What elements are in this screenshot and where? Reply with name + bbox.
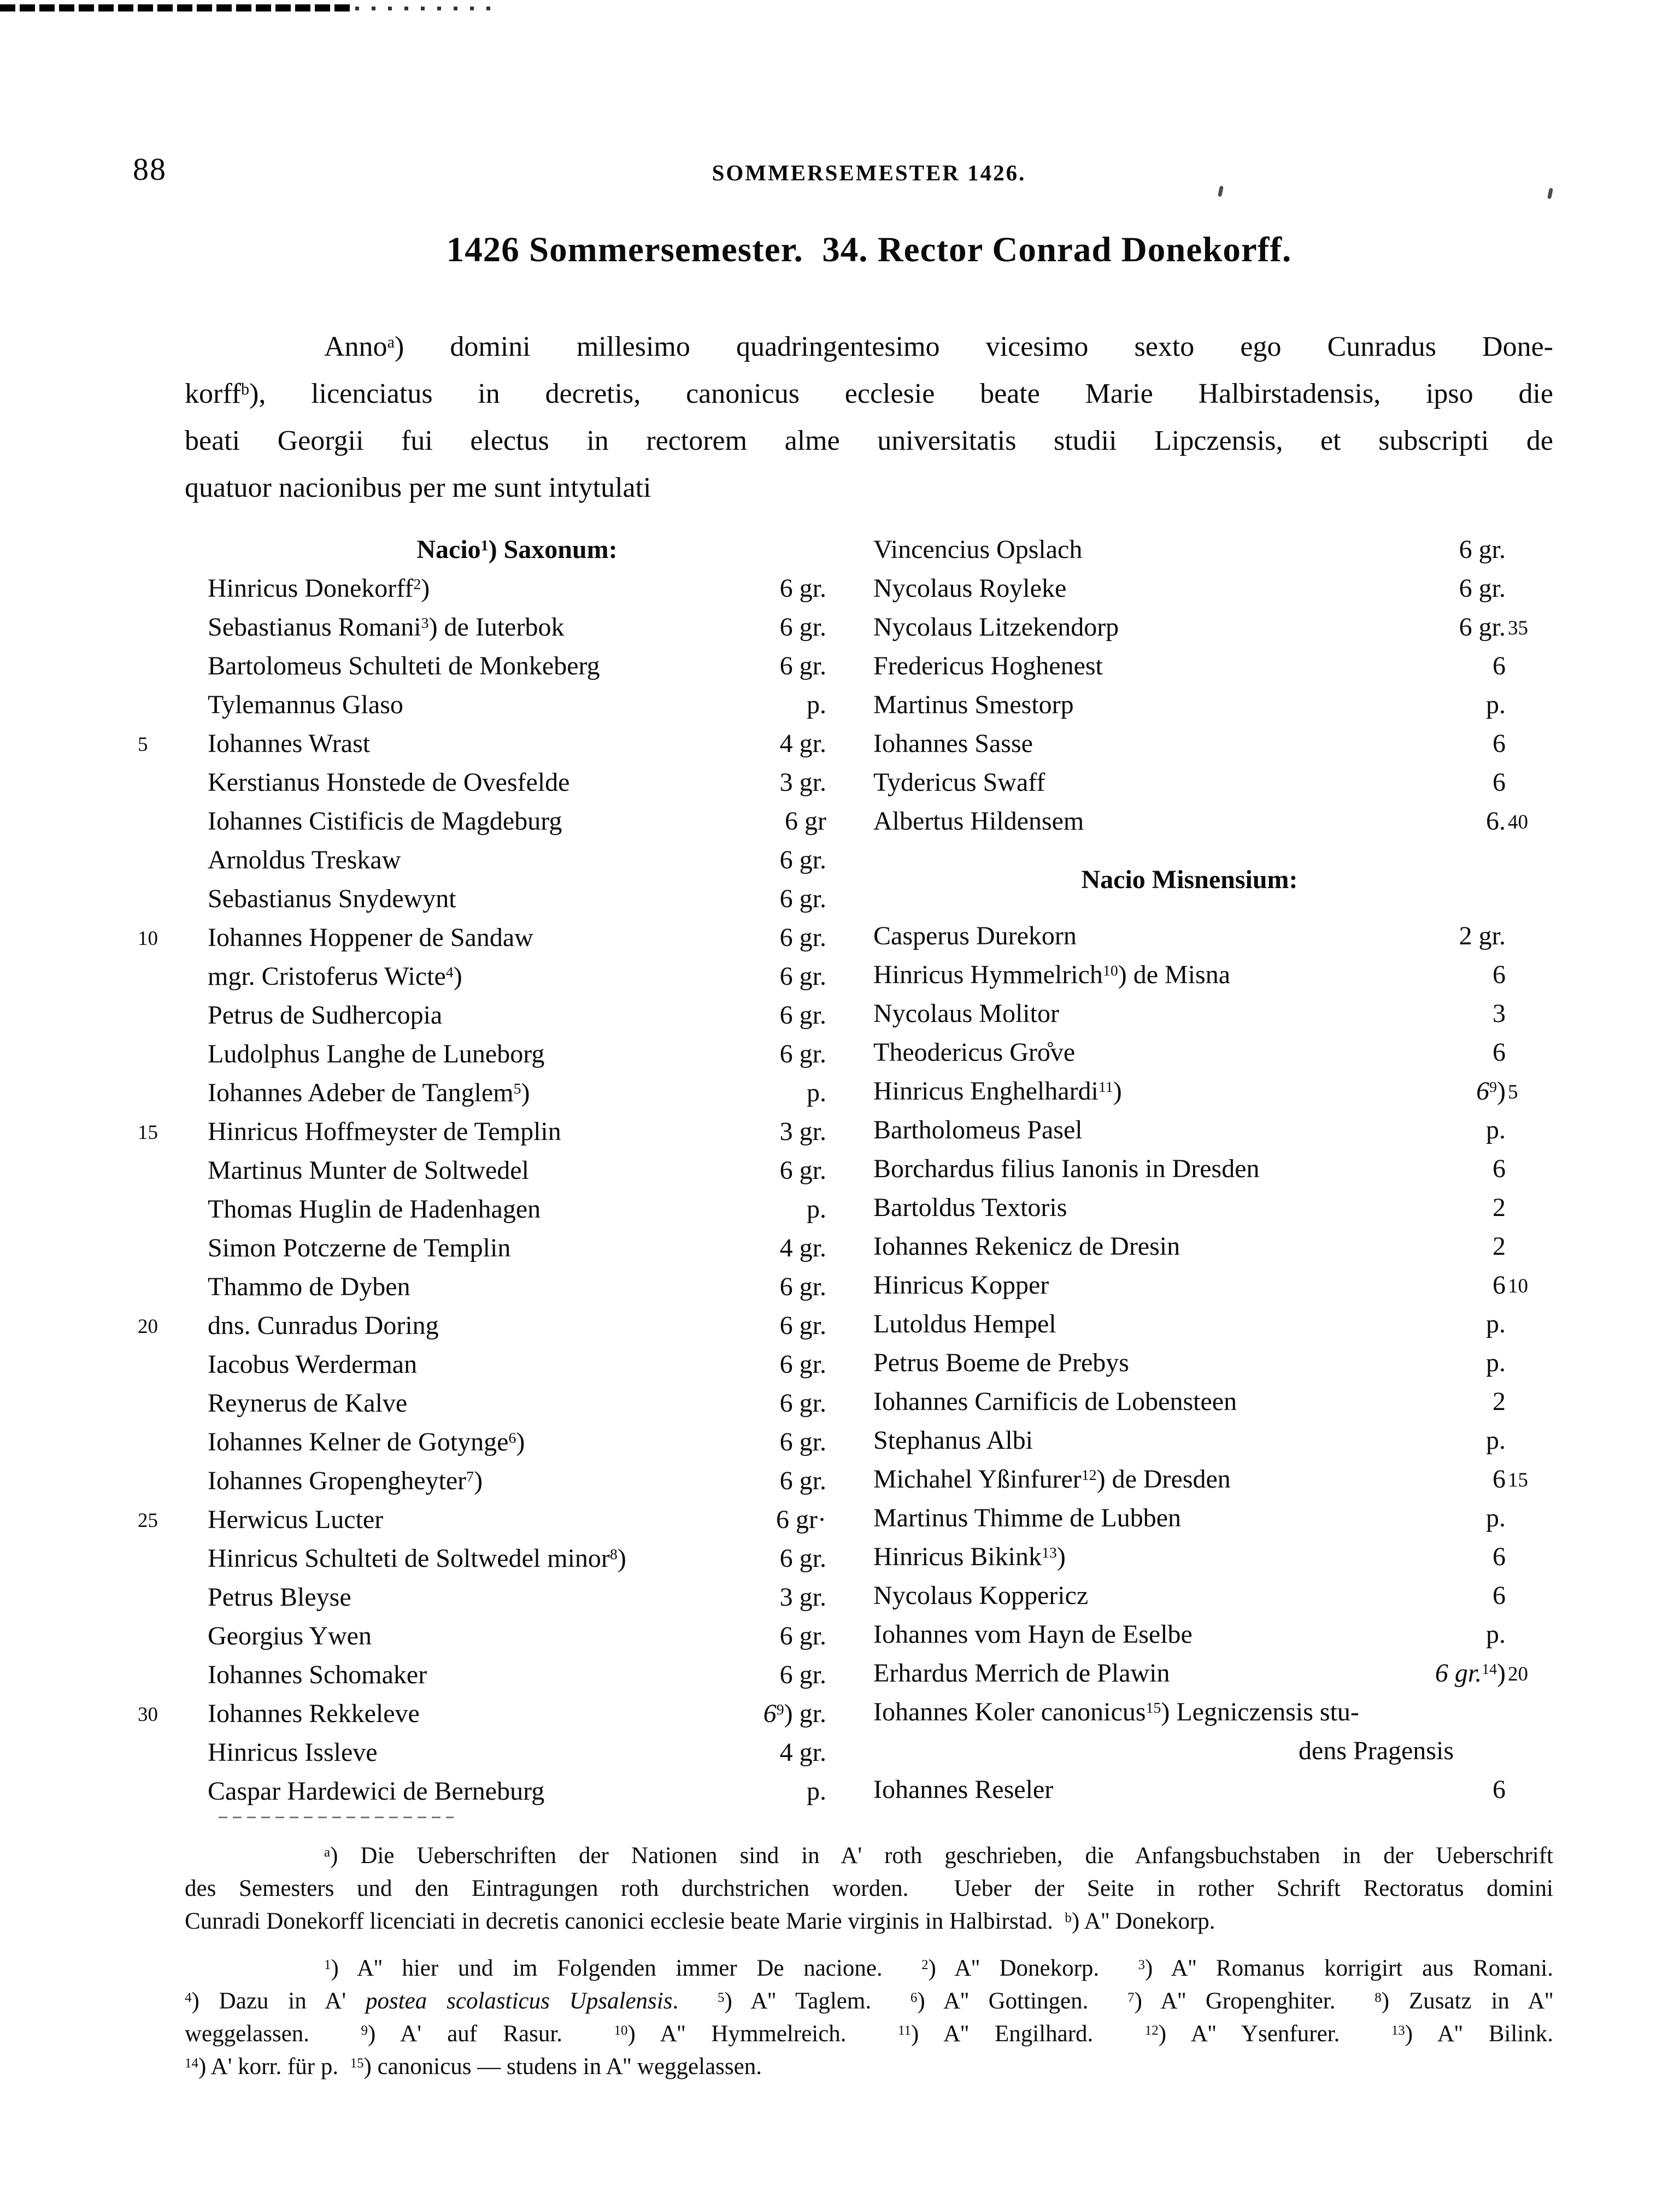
entry-fee: 6 xyxy=(1493,1154,1506,1183)
register-entry xyxy=(873,955,1506,994)
register-entry xyxy=(138,1694,826,1733)
entry-name: Martinus Munter de Soltwedel xyxy=(208,1156,529,1185)
entry-name: Iohannes Wrast xyxy=(208,729,371,758)
entry-name: Iohannes Hoppener de Sandaw xyxy=(208,923,533,952)
register-entry xyxy=(873,530,1506,569)
register-entry xyxy=(208,608,826,647)
entry-fee: 4 gr. xyxy=(779,1233,826,1262)
register-entry xyxy=(138,1306,826,1345)
entry-fee: 6. xyxy=(1486,807,1506,836)
entry-fee: 6 xyxy=(1493,1542,1506,1571)
entry-name: Thomas Huglin de Hadenhagen xyxy=(208,1195,541,1224)
entry-fee: 6 gr. xyxy=(779,1311,826,1340)
entry-name: Iohannes Kelner de Gotynge$^6$) xyxy=(208,1427,525,1456)
register-entry xyxy=(873,763,1506,802)
entry-name: Nycolaus Litzekendorp xyxy=(873,613,1119,642)
register-entry xyxy=(873,1343,1506,1382)
entry-name: Kerstianus Honstede de Ovesfelde xyxy=(208,768,570,797)
register-entry xyxy=(873,1111,1506,1149)
entry-name: Hinricus Issleve xyxy=(208,1738,378,1767)
entry-fee: 6 gr. xyxy=(779,1544,826,1573)
entry-fee: 6 gr. xyxy=(779,884,826,913)
entry-fee: 6 gr. xyxy=(779,845,826,874)
register-entry xyxy=(873,1382,1506,1421)
footnote-line: des Semesters und den Eintragungen roth durchstrichen worden. Ueber der Seite in rother Schrift Rectoratus domini xyxy=(185,1876,1553,1901)
register-entry xyxy=(138,1112,826,1151)
register-entry xyxy=(208,1461,826,1500)
entry-name: Iohannes Adeber de Tanglem$^5$) xyxy=(208,1078,530,1107)
right-margin-line-number: 20 xyxy=(1508,1663,1528,1685)
entry-name: Tylemannus Glaso xyxy=(208,690,403,719)
entry-name: Iohannes Koler canonicus$^{15}$) Legniczensis stu- xyxy=(873,1697,1359,1726)
register-entry xyxy=(208,802,826,841)
register-entry xyxy=(873,1576,1506,1615)
entry-name: Iacobus Werderman xyxy=(208,1350,418,1379)
entry-name: Simon Potczerne de Templin xyxy=(208,1233,511,1262)
entry-name: Petrus Boeme de Prebys xyxy=(873,1348,1129,1377)
register-entry xyxy=(208,996,826,1035)
register-entry xyxy=(208,1617,826,1655)
register-entry xyxy=(873,647,1506,685)
footnote-line: $^{14}$) A' korr. für p. $^{15}$) canonicus — studens in A'' weggelassen. xyxy=(185,2054,762,2079)
footnote-line: $^a$) Die Ueberschriften der Nationen sind in A' roth geschrieben, die Anfangsbuchstaben in der Ueberschrift xyxy=(324,1843,1553,1869)
entry-name: dens Pragensis xyxy=(1299,1736,1454,1765)
entry-fee: 6 gr. xyxy=(779,962,826,991)
entry-fee: 2 xyxy=(1493,1387,1506,1416)
register-entry xyxy=(873,1537,1506,1576)
register-entry xyxy=(873,1149,1506,1188)
entry-fee: 6 gr. xyxy=(779,1272,826,1301)
entry-name: Hinricus Enghelhardi$^{11}$) xyxy=(873,1077,1122,1106)
entry-name: mgr. Cristoferus Wicte$^4$) xyxy=(208,962,462,991)
register-entry xyxy=(873,1615,1506,1654)
entry-name: Hinricus Hoffmeyster de Templin xyxy=(208,1117,561,1146)
entry-fee: p. xyxy=(1486,690,1506,719)
register-entry xyxy=(873,1499,1506,1537)
register-entry xyxy=(208,763,826,802)
register-entry xyxy=(873,1460,1528,1499)
entry-fee: 6 gr. xyxy=(779,1660,826,1689)
right-margin-line-number: 5 xyxy=(1508,1081,1518,1103)
register-entry xyxy=(208,1229,826,1267)
footnote-line: $^4$) Dazu in A' postea scolasticus Upsalensis. $^5$) A'' Taglem. $^6$) A'' Gottingen. $^7$) A'' Gropenghiter. $^8$) Zusatz in A'' xyxy=(185,1988,1554,2014)
register-entry xyxy=(873,1266,1528,1305)
entry-fee: 6 xyxy=(1493,729,1506,758)
entry-fee: 6 xyxy=(1493,1271,1506,1300)
left-register-column xyxy=(138,530,826,1811)
left-margin-line-number: 5 xyxy=(138,733,148,756)
register-entry xyxy=(873,916,1506,955)
entry-name: Herwicus Lucter xyxy=(208,1505,384,1534)
entry-name: Michahel Yßinfurer$^{12}$) de Dresden xyxy=(873,1465,1231,1494)
entry-fee: p. xyxy=(1486,1620,1506,1649)
left-margin-line-number: 30 xyxy=(138,1703,158,1726)
entry-fee: 6 gr. xyxy=(779,1350,826,1379)
intro-paragraph xyxy=(185,324,1553,512)
register-entry xyxy=(873,1654,1528,1693)
footnote-line: weggelassen. $^9$) A' auf Rasur. $^{10}$) A'' Hymmelreich. $^{11}$) A'' Engilhard. $^{12}$) A'' Ysenfurer. $^{13}$) A'' Bilink. xyxy=(185,2021,1553,2047)
register-entry xyxy=(873,1770,1506,1809)
register-entry xyxy=(208,957,826,996)
register-entry xyxy=(208,1423,826,1461)
right-margin-line-number: 40 xyxy=(1508,811,1528,833)
entry-fee: 6 gr. xyxy=(779,1039,826,1068)
register-entry xyxy=(873,1072,1518,1111)
register-entry xyxy=(208,841,826,879)
page-number: 88 xyxy=(133,151,167,187)
register-entry xyxy=(873,685,1506,724)
register-entry xyxy=(208,1578,826,1617)
entry-fee: 6 xyxy=(1493,1038,1506,1067)
register-entry xyxy=(208,1655,826,1694)
entry-name: Theodericus Gro̊ve xyxy=(873,1038,1076,1067)
entry-name: Nycolaus Royleke xyxy=(873,574,1067,603)
entry-fee: 3 xyxy=(1493,999,1506,1028)
register-entry xyxy=(873,608,1528,647)
entry-fee: 6 gr. xyxy=(1459,574,1506,603)
entry-fee: 6 gr. xyxy=(779,923,826,952)
entry-name: Fredericus Hoghenest xyxy=(873,651,1103,680)
entry-name: Stephanus Albi xyxy=(873,1426,1033,1455)
entry-name: Iohannes Rekkeleve xyxy=(208,1699,420,1728)
entry-name: Arnoldus Treskaw xyxy=(208,845,401,874)
entry-name: Erhardus Merrich de Plawin xyxy=(873,1659,1170,1688)
entry-fee: 6 gr. xyxy=(779,651,826,680)
entry-fee: 6 xyxy=(1493,1775,1506,1804)
register-entry xyxy=(208,1190,826,1229)
entry-name: Borchardus filius Ianonis in Dresden xyxy=(873,1154,1260,1183)
entry-name: Casperus Durekorn xyxy=(873,921,1077,950)
left-margin-line-number: 25 xyxy=(138,1509,158,1532)
intro-line: Anno$^a$) domini millesimo quadringentesimo vicesimo sexto ego Cunradus Done- xyxy=(324,331,1553,362)
right-margin-line-number: 15 xyxy=(1508,1469,1528,1491)
entry-fee: 6 gr. xyxy=(779,1466,826,1495)
entry-name: Iohannes Gropengheyter$^7$) xyxy=(208,1466,483,1495)
entry-fee: 6 gr. xyxy=(1459,535,1506,564)
entry-fee: 2 xyxy=(1493,1193,1506,1222)
entry-name: Reynerus de Kalve xyxy=(208,1389,408,1418)
left-margin-line-number: 10 xyxy=(138,927,158,950)
entry-name: dns. Cunradus Doring xyxy=(208,1311,439,1340)
entry-name: Bartholomeus Pasel xyxy=(873,1115,1083,1144)
entry-fee: 3 gr. xyxy=(779,1583,826,1612)
entry-fee: 6 gr. xyxy=(779,1389,826,1418)
running-header: SOMMERSEMESTER 1426. xyxy=(712,160,1026,185)
scan-speck xyxy=(1547,187,1553,199)
register-entry xyxy=(138,918,826,957)
register-entry xyxy=(138,724,826,763)
register-entry xyxy=(208,569,826,608)
intro-line: korff$^b$), licenciatus in decretis, canonicus ecclesie beate Marie Halbirstadensis, ipso die xyxy=(185,378,1553,409)
footnote-separator-dashes xyxy=(219,1817,454,1818)
entry-fee: p. xyxy=(807,690,826,719)
entry-fee: p. xyxy=(807,1078,826,1107)
entry-fee: 6 gr. xyxy=(1459,613,1506,642)
entry-fee: 6 gr. xyxy=(779,574,826,603)
intro-line: beati Georgii fui electus in rectorem alme universitatis studii Lipczensis, et subscripti de xyxy=(185,425,1553,456)
entry-name: Georgius Ywen xyxy=(208,1622,372,1650)
scan-artifact-top-edge-specks xyxy=(355,7,497,10)
entry-name: Hinricus Bikink$^{13}$) xyxy=(873,1542,1066,1571)
register-entry xyxy=(873,1421,1506,1460)
entry-name: Petrus Bleyse xyxy=(208,1583,351,1612)
entry-fee: 6 xyxy=(1493,1581,1506,1610)
entry-fee: 6 gr xyxy=(785,807,826,836)
entry-fee: 6 gr. xyxy=(779,1622,826,1650)
nation-heading-saxonum: Nacio$^1$) Saxonum: xyxy=(416,535,618,564)
entry-name: Martinus Smestorp xyxy=(873,690,1074,719)
entry-fee: 6 gr. xyxy=(779,1001,826,1030)
entry-fee: 6 xyxy=(1493,960,1506,989)
entry-name: Martinus Thimme de Lubben xyxy=(873,1503,1182,1532)
register-entry xyxy=(208,1267,826,1306)
entry-name: Iohannes Schomaker xyxy=(208,1660,427,1689)
entry-fee: $6^9$) gr. xyxy=(763,1699,826,1728)
section-title: 1426 Sommersemester. 34. Rector Conrad Donekorff. xyxy=(446,230,1292,269)
entry-fee: 4 gr. xyxy=(779,1738,826,1767)
entry-fee: p. xyxy=(807,1777,826,1806)
entry-name: Hinricus Schulteti de Soltwedel minor$^8$) xyxy=(208,1544,626,1573)
entry-name: Iohannes Cistificis de Magdeburg xyxy=(208,807,562,836)
register-entry xyxy=(208,1073,826,1112)
entry-fee: 6 gr· xyxy=(776,1505,826,1534)
register-entry xyxy=(873,1227,1506,1266)
entry-fee: 4 gr. xyxy=(779,729,826,758)
register-entry xyxy=(208,879,826,918)
register-entry xyxy=(873,569,1506,608)
entry-fee: p. xyxy=(1486,1115,1506,1144)
entry-name: Hinricus Hymmelrich$^{10}$) de Misna xyxy=(873,960,1231,989)
register-entry xyxy=(873,994,1506,1033)
entry-fee: $6^9$) xyxy=(1476,1077,1506,1106)
register-entry xyxy=(873,1033,1506,1072)
entry-fee: 3 gr. xyxy=(779,768,826,797)
entry-name: Nycolaus Molitor xyxy=(873,999,1059,1028)
register-entry xyxy=(138,1500,826,1539)
register-entry xyxy=(208,1345,826,1384)
right-margin-line-number: 35 xyxy=(1508,617,1528,639)
register-entry xyxy=(208,647,826,685)
register-entry xyxy=(873,1693,1506,1731)
register-entry xyxy=(208,1772,826,1811)
entry-fee: 3 gr. xyxy=(779,1117,826,1146)
entry-name: Petrus de Sudhercopia xyxy=(208,1001,443,1030)
misnensium-rows xyxy=(873,916,1528,1809)
scan-artifact-top-edge xyxy=(0,4,353,11)
intro-line: quatuor nacionibus per me sunt intytulati xyxy=(185,472,651,503)
saxonum-continued-rows xyxy=(873,530,1528,841)
entry-fee: 2 xyxy=(1493,1232,1506,1261)
entry-fee: p. xyxy=(1486,1348,1506,1377)
entry-name: Thammo de Dyben xyxy=(208,1272,410,1301)
entry-name: Iohannes vom Hayn de Eselbe xyxy=(873,1620,1193,1649)
entry-fee: 6 xyxy=(1493,768,1506,797)
register-entry xyxy=(873,1731,1506,1770)
entry-name: Iohannes Sasse xyxy=(873,729,1033,758)
entry-name: Iohannes Reseler xyxy=(873,1775,1054,1804)
entry-fee: p. xyxy=(807,1195,826,1224)
entry-fee: p. xyxy=(1486,1503,1506,1532)
letter-footnotes xyxy=(185,1840,1553,1938)
numbered-footnotes xyxy=(185,1952,1553,2083)
entry-name: Caspar Hardewici de Berneburg xyxy=(208,1777,545,1806)
entry-name: Hinricus Donekorff$^2$) xyxy=(208,574,430,603)
entry-fee: 6 gr. xyxy=(779,613,826,642)
nation-heading-misnensium: Nacio Misnensium: xyxy=(1081,865,1298,894)
register-entry xyxy=(873,1188,1506,1227)
register-entry xyxy=(208,1733,826,1772)
footnote-line: $^1$) A'' hier und im Folgenden immer De nacione. $^2$) A'' Donekorp. $^3$) A'' Romanus korrigirt aus Romani. xyxy=(324,1955,1553,1981)
entry-name: Sebastianus Romani$^3$) de Iuterbok xyxy=(208,613,565,642)
entry-fee: 6 gr. xyxy=(779,1156,826,1185)
entry-fee: p. xyxy=(1486,1426,1506,1455)
entry-name: Ludolphus Langhe de Luneborg xyxy=(208,1039,545,1068)
register-entry xyxy=(208,685,826,724)
entry-name: Lutoldus Hempel xyxy=(873,1309,1056,1338)
entry-name: Albertus Hildensem xyxy=(873,807,1084,836)
entry-name: Tydericus Swaff xyxy=(873,768,1045,797)
right-margin-line-number: 10 xyxy=(1508,1275,1528,1297)
entry-fee: 6 xyxy=(1493,651,1506,680)
register-entry xyxy=(208,1151,826,1190)
entry-name: Hinricus Kopper xyxy=(873,1271,1049,1300)
entry-fee: 6 xyxy=(1493,1465,1506,1494)
register-entry xyxy=(208,1539,826,1578)
entry-fee: 6 gr.$^{14}$) xyxy=(1435,1659,1506,1688)
register-entry xyxy=(873,1305,1506,1343)
register-entry xyxy=(873,724,1506,763)
right-register-column xyxy=(873,530,1528,1809)
entry-fee: p. xyxy=(1486,1309,1506,1338)
left-margin-line-number: 20 xyxy=(138,1315,158,1338)
entry-name: Iohannes Carnificis de Lobensteen xyxy=(873,1387,1237,1416)
footnote-line: Cunradi Donekorff licenciati in decretis canonici ecclesie beate Marie virginis in Halbirstad. $^b$) A'' Donekorp. xyxy=(185,1908,1215,1934)
entry-fee: 6 gr. xyxy=(779,1427,826,1456)
entry-name: Iohannes Rekenicz de Dresin xyxy=(873,1232,1180,1261)
scan-speck xyxy=(1218,185,1224,197)
entry-name: Bartolomeus Schulteti de Monkeberg xyxy=(208,651,600,680)
left-column-rows xyxy=(138,569,826,1811)
register-entry xyxy=(208,1035,826,1073)
entry-name: Bartoldus Textoris xyxy=(873,1193,1067,1222)
entry-fee: 2 gr. xyxy=(1459,921,1506,950)
entry-name: Sebastianus Snydewynt xyxy=(208,884,456,913)
entry-name: Vincencius Opslach xyxy=(873,535,1083,564)
register-entry xyxy=(208,1384,826,1423)
entry-name: Nycolaus Koppericz xyxy=(873,1581,1089,1610)
register-entry xyxy=(873,802,1528,841)
left-margin-line-number: 15 xyxy=(138,1121,158,1144)
